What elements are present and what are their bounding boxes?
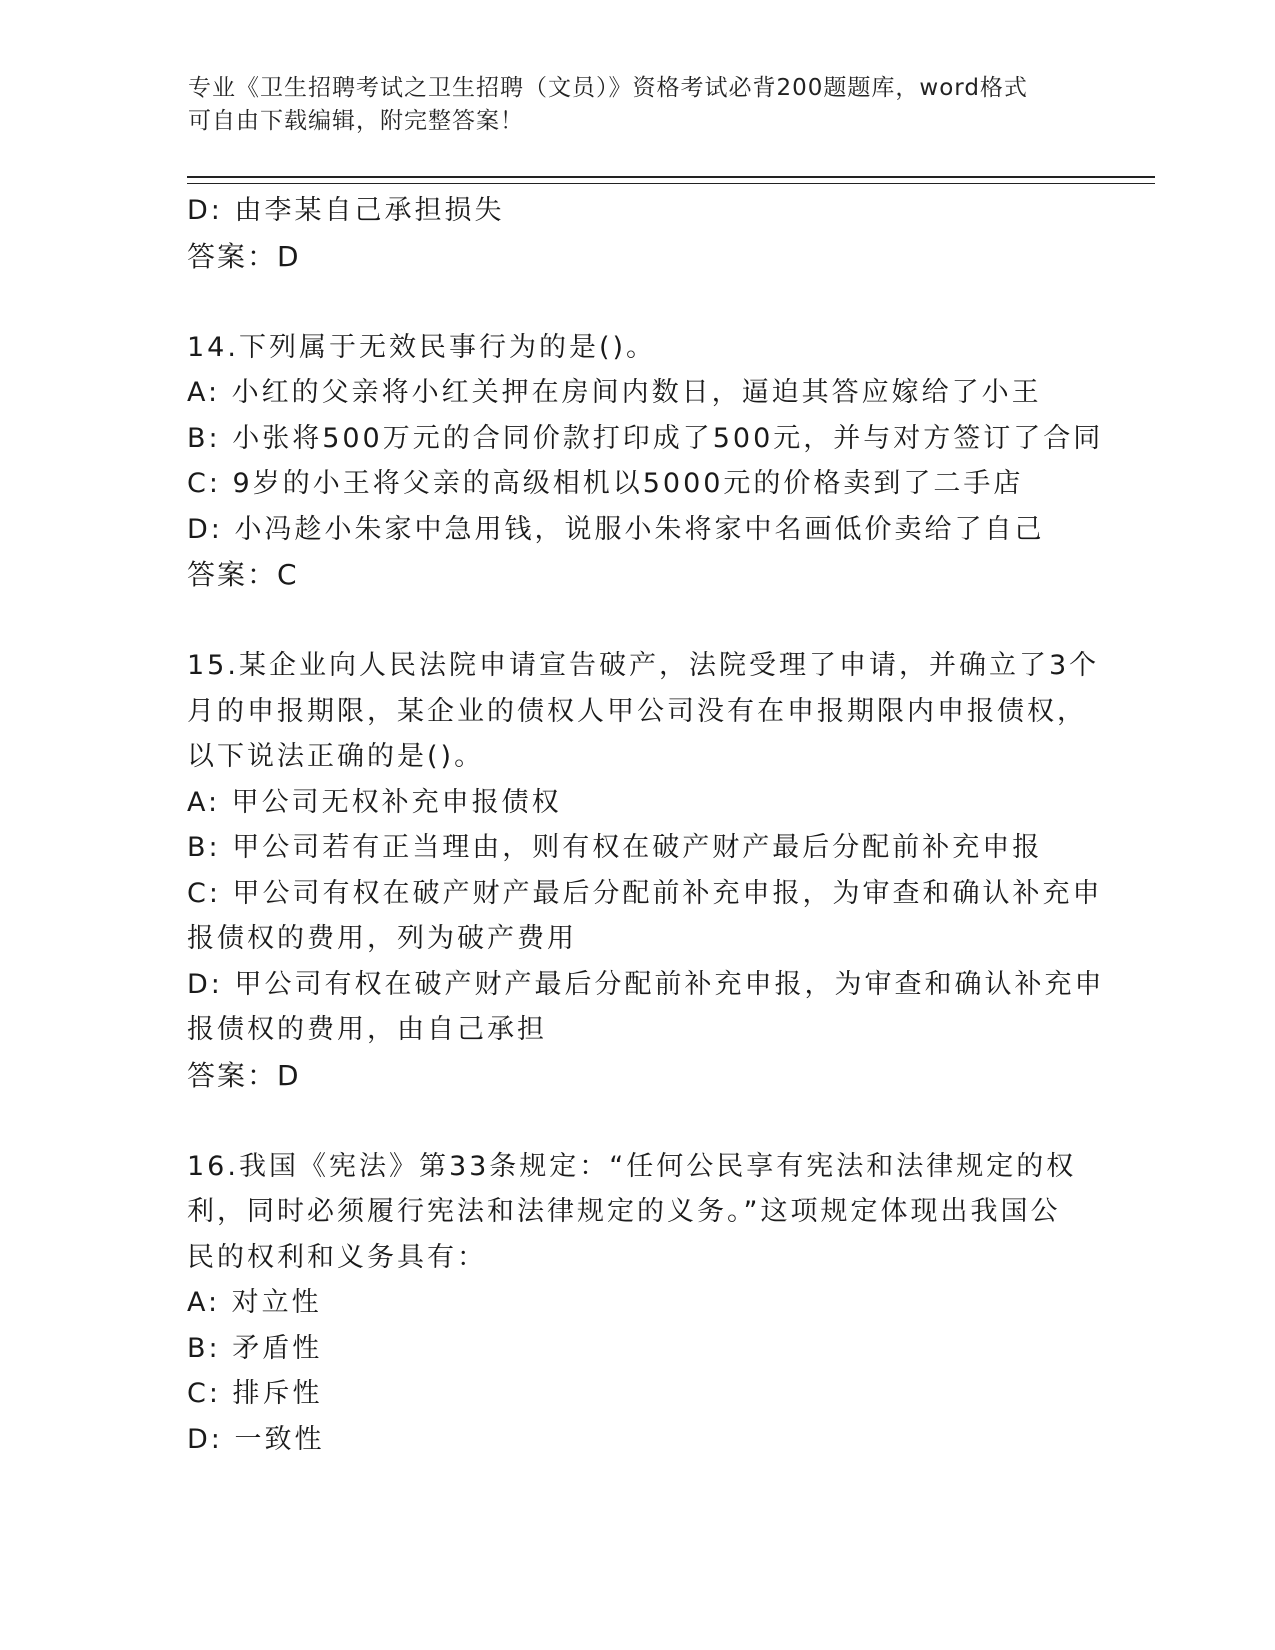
answer: 答案：D — [187, 1058, 301, 1092]
option-c-continued: 报债权的费用，列为破产费用 — [187, 923, 577, 954]
question-text: 以下说法正确的是()。 — [187, 741, 485, 772]
question-text: 民的权利和义务具有： — [187, 1241, 487, 1273]
option-b: B: 小张将500万元的合同价款打印成了500元，并与对方签订了合同 — [187, 422, 1104, 454]
question-15 — [187, 643, 1105, 1098]
option-a: A: 对立性 — [187, 1287, 322, 1318]
option-b: B: 矛盾性 — [187, 1332, 323, 1364]
question-text: 月的申报期限，某企业的债权人甲公司没有在申报期限内申报债权， — [187, 695, 1087, 727]
question-14 — [187, 325, 1104, 598]
header-divider — [187, 176, 1155, 184]
spacer — [187, 279, 1087, 325]
option-a: A: 甲公司无权补充申报债权 — [187, 786, 562, 818]
question-16 — [187, 1144, 1087, 1463]
option-a: A: 小红的父亲将小红关押在房间内数日，逼迫其答应嫁给了小王 — [187, 377, 1042, 408]
question-text: 14.下列属于无效民事行为的是()。 — [187, 331, 657, 363]
document-body — [187, 188, 1105, 1462]
option-c: C: 甲公司有权在破产财产最后分配前补充申报，为审查和确认补充申 — [187, 877, 1103, 909]
option-d-carryover: D: 由李某自己承担损失 — [187, 195, 505, 226]
answer: 答案：C — [187, 558, 299, 591]
option-d: D: 甲公司有权在破产财产最后分配前补充申报，为审查和确认补充申 — [187, 968, 1105, 1000]
option-d-continued: 报债权的费用，由自己承担 — [187, 1014, 547, 1045]
option-c: C: 排斥性 — [187, 1378, 323, 1409]
answer-carryover: 答案：D — [187, 239, 301, 273]
question-text: 15.某企业向人民法院申请宣告破产，法院受理了申请，并确立了3个 — [187, 650, 1100, 681]
spacer — [187, 598, 1087, 644]
question-text: 16.我国《宪法》第33条规定：“任何公民享有宪法和法律规定的权 — [187, 1150, 1077, 1182]
spacer — [187, 1098, 1087, 1144]
option-d: D: 一致性 — [187, 1423, 325, 1455]
question-text: 利，同时必须履行宪法和法律规定的义务。”这项规定体现出我国公 — [187, 1196, 1061, 1227]
option-d: D: 小冯趁小朱家中急用钱，说服小朱将家中名画低价卖给了自己 — [187, 513, 1045, 545]
header-title-line-1: 专业《卫生招聘考试之卫生招聘（文员）》资格考试必背200题题库，word格式 — [188, 75, 1028, 101]
option-c: C: 9岁的小王将父亲的高级相机以5000元的价格卖到了二手店 — [187, 468, 1024, 499]
option-b: B: 甲公司若有正当理由，则有权在破产财产最后分配前补充申报 — [187, 832, 1043, 863]
document-header — [188, 72, 1088, 138]
header-title-line-2: 可自由下载编辑，附完整答案！ — [188, 108, 524, 134]
